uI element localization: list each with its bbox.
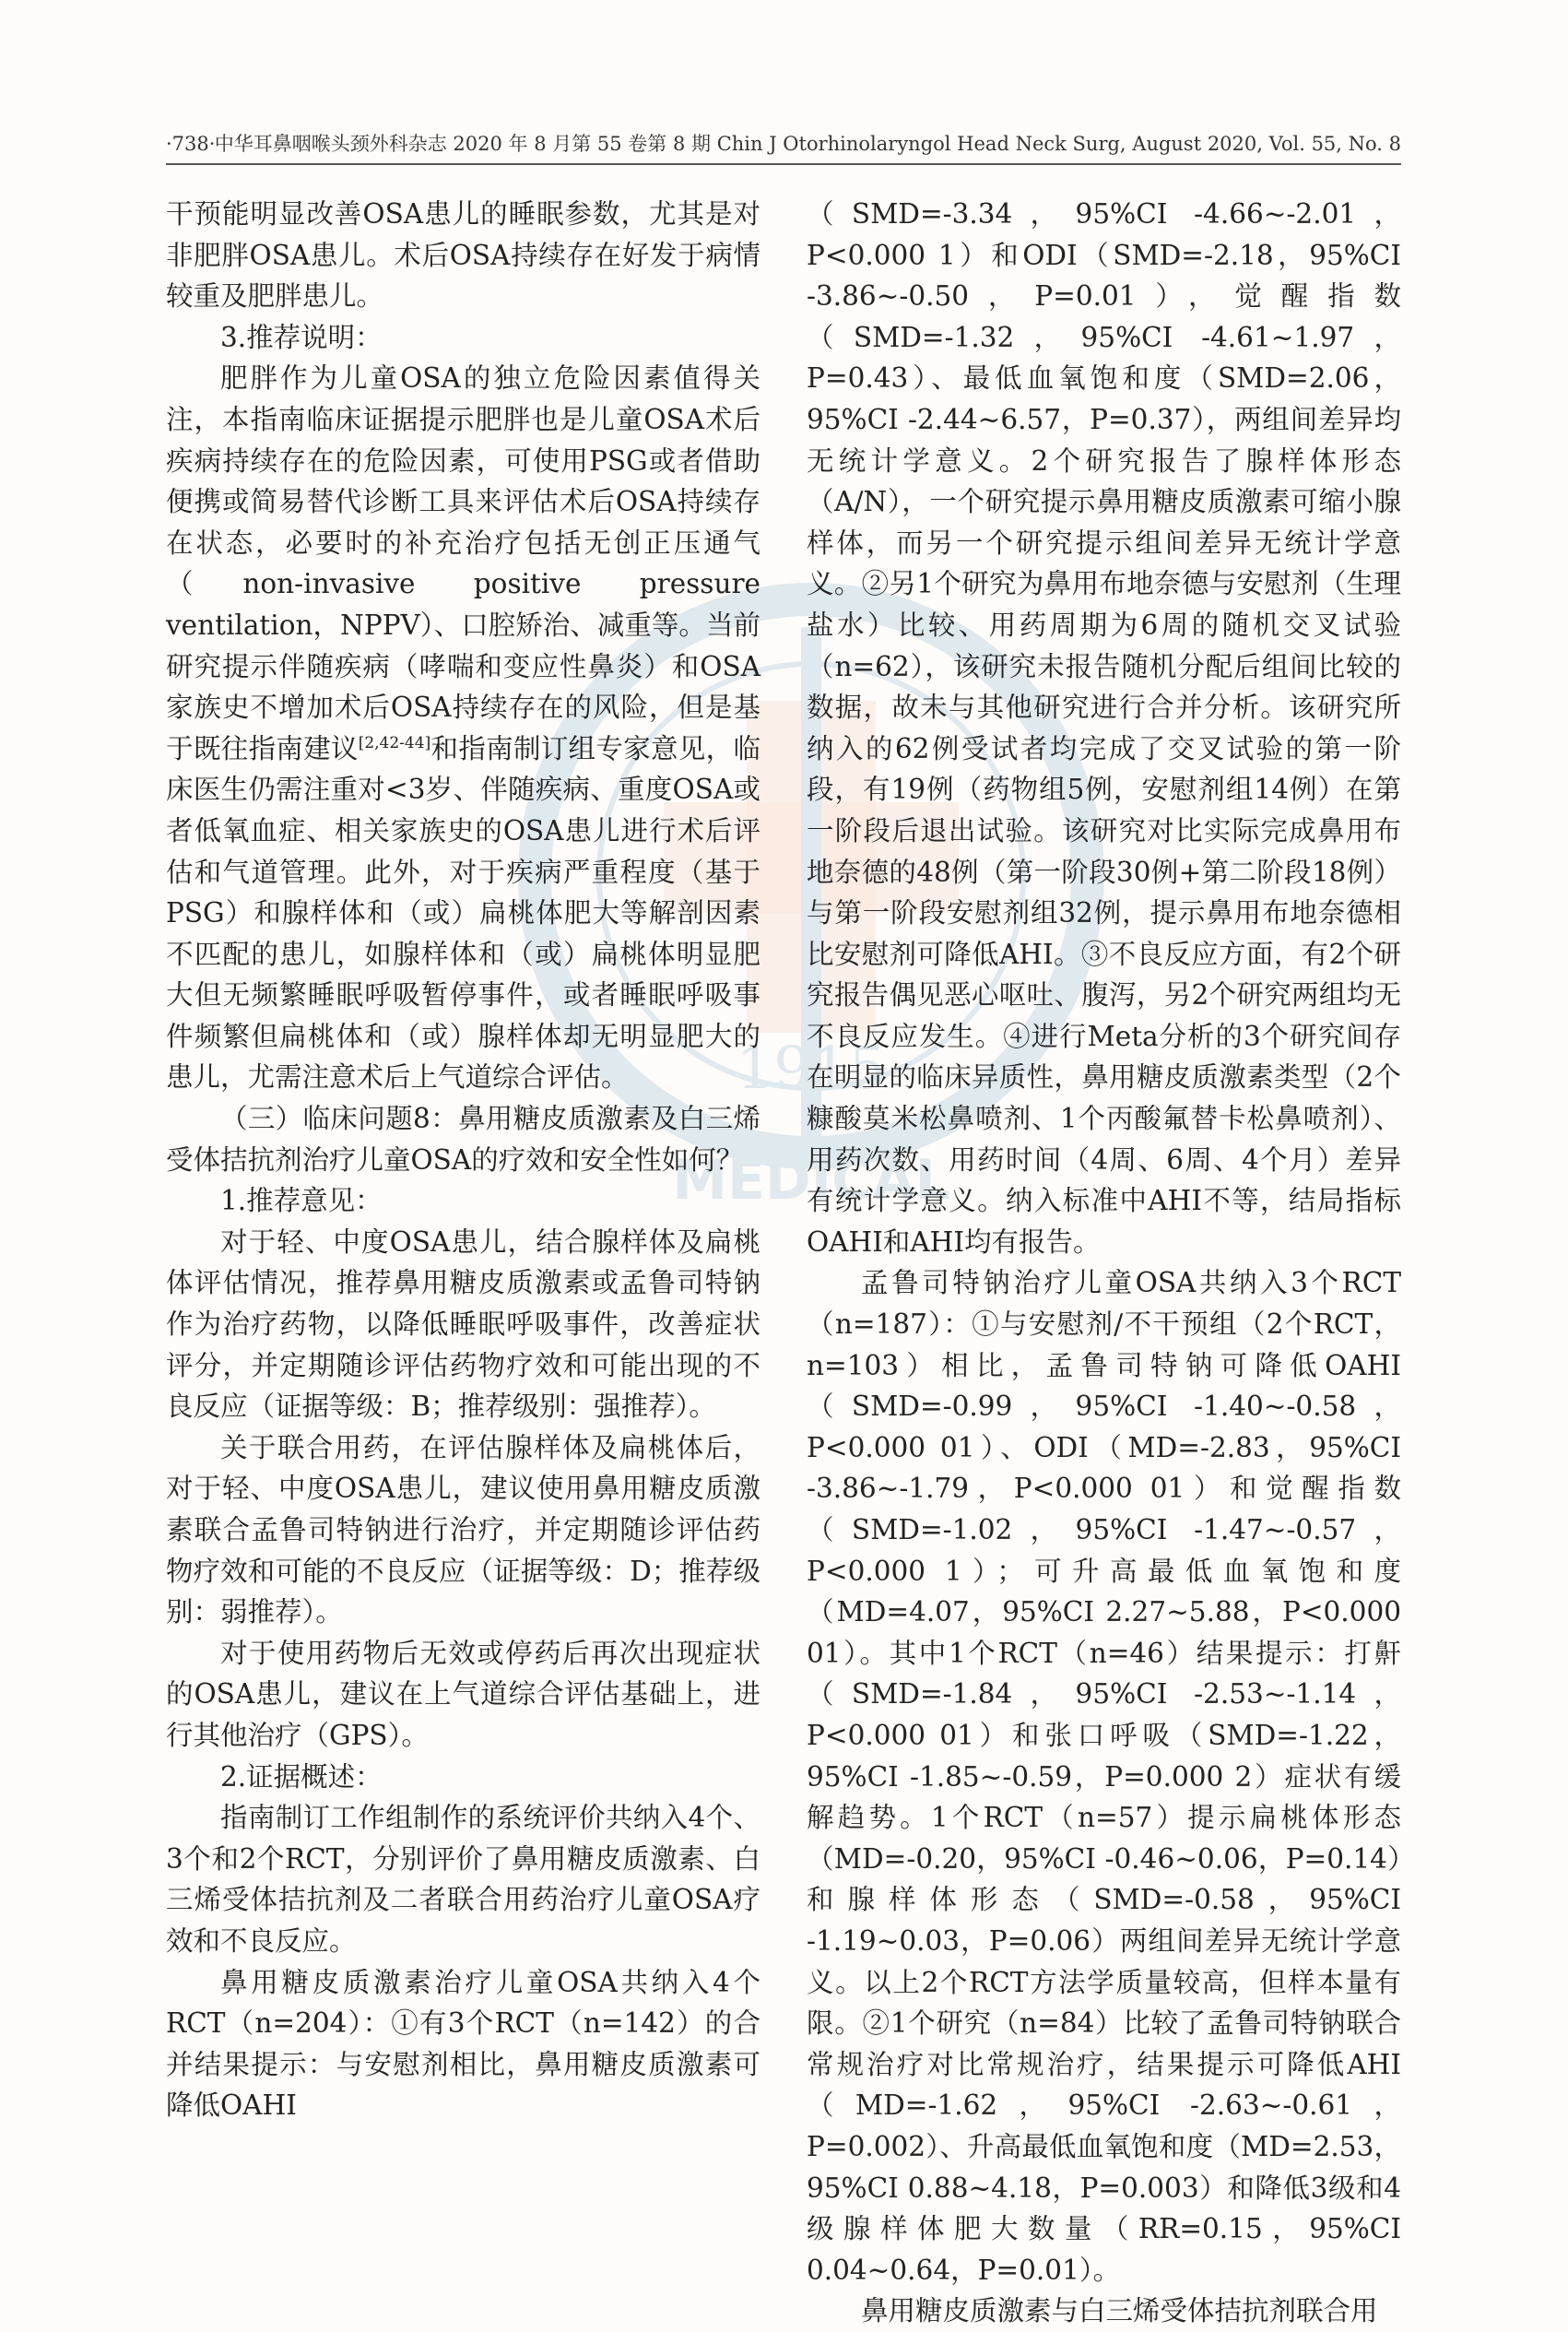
paragraph: （SMD=-3.34，95%CI -4.66~-2.01，P<0.000 1）和ODI（SMD=-2.18，95%CI -3.86~-0.50，P=0.01），觉醒指数（SMD=-1.32，95%CI -4.61~1.97，P=0.43）、最低血氧饱和度（SMD=2.06，95%CI -2.44~6.57，P=0.37），两组间差异均无统计学意义。2个研究报告了腺样体形态（A/N），一个研究提示鼻用糖皮质激素可缩小腺样体，而另一个研究提示组间差异无统计学意义。②另1个研究为鼻用布地奈德与安慰剂（生理盐水）比较、用药周期为6周的随机交叉试验（n=62），该研究未报告随机分配后组间比较的数据，故未与其他研究进行合并分析。该研究所纳入的62例受试者均完成了交叉试验的第一阶段，有19例（药物组5例，安慰剂组14例）在第一阶段后退出试验。该研究对比实际完成鼻用布地奈德的48例（第一阶段30例+第二阶段18例）与第一阶段安慰剂组32例，提示鼻用布地奈德相比安慰剂可降低AHI。③不良反应方面，有2个研究报告偶见恶心呕吐、腹泻，另2个研究两组均无不良反应发生。④进行Meta分析的3个研究间存在明显的临床异质性，鼻用糖皮质激素类型（2个糠酸莫米松鼻喷剂、1个丙酸氟替卡松鼻喷剂）、用药次数、用药时间（4周、6周、4个月）差异有统计学意义。纳入标准中AHI不等，结局指标OAHI和AHI均有报告。 xyxy=(807,198,1401,1258)
paragraph: 对于轻、中度OSA患儿，结合腺样体及扁桃体评估情况，推荐鼻用糖皮质激素或孟鲁司特钠作为治疗药物，以降低睡眠呼吸事件，改善症状评分，并定期随诊评估药物疗效和可能出现的不良反应（证据等级：B；推荐级别：强推荐）。 xyxy=(166,1225,760,1423)
section-heading: 3.推荐说明： xyxy=(220,321,383,353)
paragraph: 干预能明显改善OSA患儿的睡眠参数，尤其是对非肥胖OSA患儿。术后OSA持续存在好发于病情较重及肥胖患儿。 xyxy=(166,198,760,313)
header-rule xyxy=(166,163,1401,165)
running-header xyxy=(166,125,1401,162)
right-column xyxy=(807,194,1401,2332)
paragraph xyxy=(166,358,760,1098)
citation-ref: [2,42-44] xyxy=(358,733,431,752)
paragraph: 孟鲁司特钠治疗儿童OSA共纳入3个RCT（n=187）：①与安慰剂/不干预组（2个RCT，n=103）相比，孟鲁司特钠可降低OAHI（SMD=-0.99，95%CI -1.40~-0.58，P<0.000 01）、ODI（MD=-2.83，95%CI -3.86~-1.79，P<0.000 01）和觉醒指数（SMD=-1.02，95%CI -1.47~-0.57，P<0.000 1）；可升高最低血氧饱和度（MD=4.07，95%CI 2.27~5.88，P<0.000 01）。其中1个RCT（n=46）结果提示：打鼾（SMD=-1.84，95%CI -2.53~-1.14，P<0.000 01）和张口呼吸（SMD=-1.22，95%CI -1.85~-0.59，P=0.000 2）症状有缓解趋势。1个RCT（n=57）提示扁桃体形态（MD=-0.20，95%CI -0.46~0.06，P=0.14）和腺样体形态（SMD=-0.58，95%CI -1.19~0.03，P=0.06）两组间差异无统计学意义。以上2个RCT方法学质量较高，但样本量有限。②1个研究（n=84）比较了孟鲁司特钠联合常规治疗对比常规治疗，结果提示可降低AHI（MD=-1.62，95%CI -2.63~-0.61，P=0.002）、升高最低血氧饱和度（MD=2.53，95%CI 0.88~4.18，P=0.003）和降低3级和4级腺样体肥大数量（RR=0.15，95%CI 0.04~0.64，P=0.01）。 xyxy=(807,1267,1401,2286)
clinical-question-heading: （三）临床问题8：鼻用糖皮质激素及白三烯受体拮抗剂治疗儿童OSA的疗效和安全性如何？ xyxy=(166,1103,760,1176)
journal-citation: 中华耳鼻咽喉头颈外科杂志 2020 年 8 月第 55 卷第 8 期 Chin J Otorhinolaryngol Head Neck Surg, August 2020, Vol. 55, No. 8 xyxy=(214,133,1401,155)
paragraph: 对于使用药物后无效或停药后再次出现症状的OSA患儿，建议在上气道综合评估基础上，进行其他治疗（GPS）。 xyxy=(166,1637,760,1751)
section-heading: 1.推荐意见： xyxy=(220,1185,383,1217)
paragraph: 鼻用糖皮质激素与白三烯受体拮抗剂联合用 xyxy=(861,2295,1378,2327)
left-column xyxy=(166,194,760,2126)
paragraph-text: 和指南制订组专家意见，临床医生仍需注重对<3岁、伴随疾病、重度OSA或者低氧血症、相关家族史的OSA患儿进行术后评估和气道管理。此外，对于疾病严重程度（基于PSG）和腺样体和（或）扁桃体肥大等解剖因素不匹配的患儿，如腺样体和（或）扁桃体明显肥大但无频繁睡眠呼吸暂停事件，或者睡眠呼吸事件频繁但扁桃体和（或）腺样体却无明显肥大的患儿，尤需注意术后上气道综合评估。 xyxy=(166,732,760,1094)
page-number: ·738· xyxy=(166,133,216,155)
paragraph: 关于联合用药，在评估腺样体及扁桃体后，对于轻、中度OSA患儿，建议使用鼻用糖皮质激素联合孟鲁司特钠进行治疗，并定期随诊评估药物疗效和可能的不良反应（证据等级：D；推荐级别：弱推荐）。 xyxy=(166,1431,760,1628)
section-heading: 2.证据概述： xyxy=(220,1760,383,1793)
paragraph: 鼻用糖皮质激素治疗儿童OSA共纳入4个RCT（n=204）：①有3个RCT（n=142）的合并结果提示：与安慰剂相比，鼻用糖皮质激素可降低OAHI xyxy=(166,1966,760,2122)
watermark-motto: MEDICAL xyxy=(672,1148,950,1213)
paragraph: 指南制订工作组制作的系统评价共纳入4个、3个和2个RCT，分别评价了鼻用糖皮质激素、白三烯受体拮抗剂及二者联合用药治疗儿童OSA疗效和不良反应。 xyxy=(166,1802,760,1957)
paragraph-text: 肥胖作为儿童OSA的独立危险因素值得关注，本指南临床证据提示肥胖也是儿童OSA术后疾病持续存在的危险因素，可使用PSG或者借助便携或简易替代诊断工具来评估术后OSA持续存在状态，必要时的补充治疗包括无创正压通气（non-invasive positive pressure ventilation，NPPV）、口腔矫治、减重等。当前研究提示伴随疾病（哮喘和变应性鼻炎）和OSA家族史不增加术后OSA持续存在的风险，但是基于既往指南建议 xyxy=(166,362,760,764)
watermark-year: 1915 xyxy=(736,1035,887,1103)
